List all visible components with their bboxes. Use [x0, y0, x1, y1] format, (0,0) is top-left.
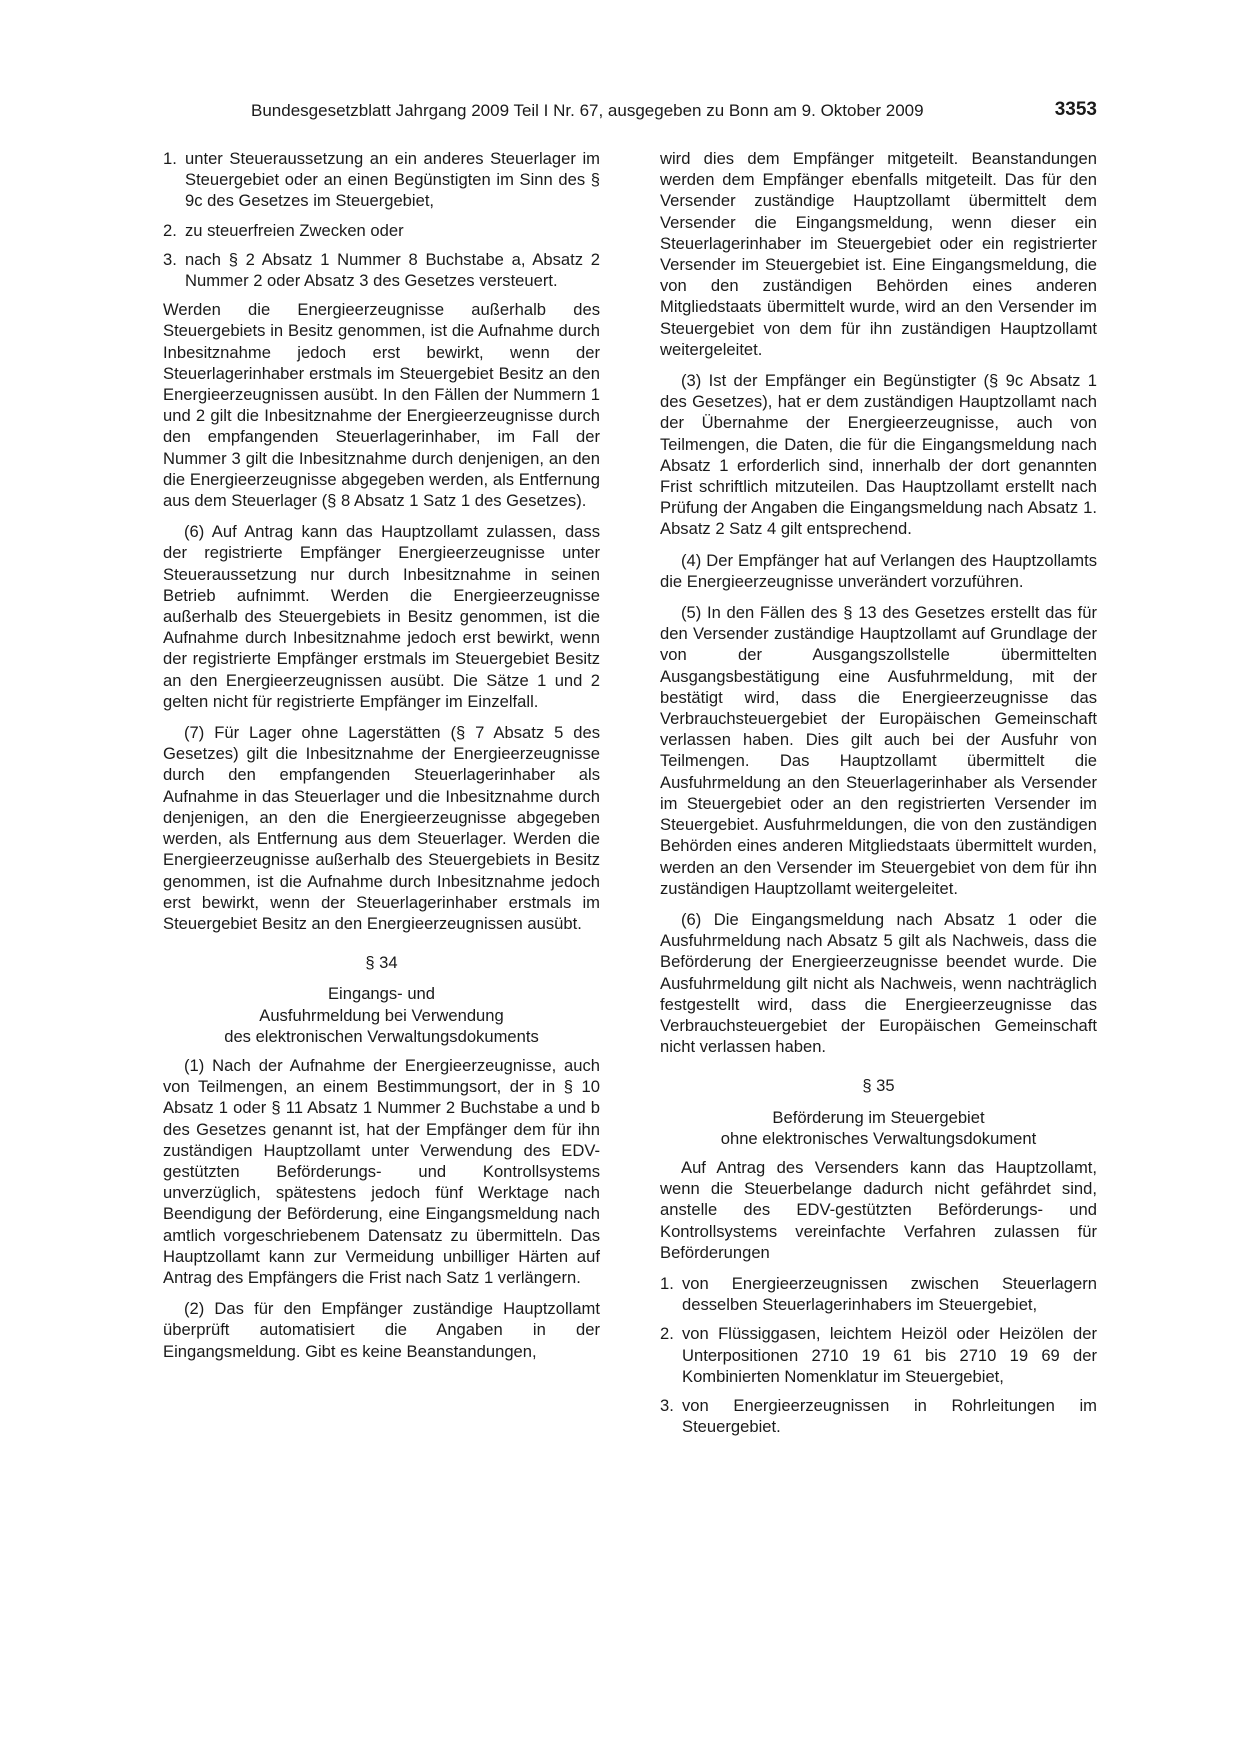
- paragraph: (7) Für Lager ohne Lagerstätten (§ 7 Absatz 5 des Gesetzes) gilt die Inbesitznahme der Energieerzeugnisse durch den empfangenden Steuerlagerinhaber als Aufnahme in das Steuerlager und die Inbesitznahme durch denjenigen, an den die Energieerzeugnisse abgegeben werden, als Entfernung aus dem Steuerlager. Werden die Energieerzeugnisse außerhalb des Steuergebiets in Besitz genommen, ist die Aufnahme durch Inbesitznahme jedoch erst bewirkt, wenn der Steuerlagerinhaber erstmals im Steuergebiet Besitz an den Energieerzeugnissen ausübt.: [163, 723, 600, 933]
- paragraph: Auf Antrag des Versenders kann das Hauptzollamt, wenn die Steuerbelange dadurch nicht gefährdet sind, anstelle des EDV-gestützten Beförderungs- und Kontrollsystems vereinfachte Verfahren zulassen für Beförderungen: [660, 1157, 1097, 1262]
- section-number: § 34: [365, 953, 398, 973]
- numbered-list: [660, 1273, 1097, 1437]
- paragraph: (5) In den Fällen des § 13 des Gesetzes erstellt das für den Versender zuständige Hauptzollamt auf Grundlage der von der Ausgangszollstelle übermittelten Ausgangsbestätigung eine Ausfuhrmeldung, mit der bestätigt wird, dass die Energieerzeugnisse das Verbrauchsteuergebiet der Europäischen Gemeinschaft verlassen haben. Dies gilt auch bei der Ausfuhr von Teilmengen. Das Hauptzollamt übermittelt die Ausfuhrmeldung an den Steuerlagerinhaber als Versender im Steuergebiet oder an den registrierten Versender im Steuergebiet. Ausfuhrmeldungen, die von den zuständigen Behörden eines anderen Mitgliedstaats übermittelt wurden, werden an den Versender im Steuergebiet von dem für ihn zuständigen Hauptzollamt weitergeleitet.: [660, 603, 1097, 898]
- list-item: 2. zu steuerfreien Zwecken oder: [163, 220, 404, 240]
- left-column: [163, 148, 600, 1372]
- section-heading: Eingangs- und Ausfuhrmeldung bei Verwendung des elektronischen Verwaltungsdokuments: [224, 984, 539, 1046]
- numbered-list: [163, 148, 600, 291]
- paragraph: wird dies dem Empfänger mitgeteilt. Beanstandungen werden dem Empfänger ebenfalls mitgeteilt. Das für den Versender zuständige Hauptzollamt übermittelt dem Versender die Eingangsmeldung, wenn dieser ein Steuerlagerinhaber im Steuergebiet oder ein registrierter Versender im Steuergebiet ist. Eine Eingangsmeldung, die von den zuständigen Behörden eines anderen Mitgliedstaats übermittelt wurde, wird an den Versender im Steuergebiet von dem für ihn zuständigen Hauptzollamt weitergeleitet.: [660, 149, 1097, 359]
- list-item: 3. nach § 2 Absatz 1 Nummer 8 Buchstabe a, Absatz 2 Nummer 2 oder Absatz 3 des Gesetzes versteuert.: [163, 249, 600, 291]
- paragraph: (6) Die Eingangsmeldung nach Absatz 1 oder die Ausfuhrmeldung nach Absatz 5 gilt als Nachweis, dass die Beförderung der Energieerzeugnisse beendet wurde. Die Ausfuhrmeldung gilt nicht als Nachweis, wenn nachträglich festgestellt wird, dass die Energieerzeugnisse das Verbrauchsteuergebiet der Europäischen Gemeinschaft nicht verlassen haben.: [660, 909, 1097, 1057]
- paragraph: (6) Auf Antrag kann das Hauptzollamt zulassen, dass der registrierte Empfänger Energieerzeugnisse unter Steueraussetzung nur durch Inbesitznahme in seinen Betrieb aufnimmt. Werden die Energieerzeugnisse außerhalb des Steuergebiets in Besitz genommen, ist die Aufnahme durch Inbesitznahme jedoch erst bewirkt, wenn der registrierte Empfänger erstmals im Steuergebiet Besitz an den Energieerzeugnissen ausübt. Die Sätze 1 und 2 gelten nicht für registrierte Empfänger im Einzelfall.: [163, 522, 600, 711]
- list-item: 1. von Energieerzeugnissen zwischen Steuerlagern desselben Steuerlagerinhabers im Steuergebiet,: [660, 1273, 1097, 1315]
- page-number: 3353: [1054, 99, 1097, 120]
- paragraph: (2) Das für den Empfänger zuständige Hauptzollamt überprüft automatisiert die Angaben in der Eingangsmeldung. Gibt es keine Beanstandungen,: [163, 1299, 600, 1361]
- paragraph: Werden die Energieerzeugnisse außerhalb des Steuergebiets in Besitz genommen, ist die Aufnahme durch Inbesitznahme jedoch erst bewirkt, wenn der Steuerlagerinhaber erstmals im Steuergebiet Besitz an den Energieerzeugnissen ausübt. In den Fällen der Nummern 1 und 2 gilt die Inbesitznahme der Energieerzeugnisse durch den empfangenden Steuerlagerinhaber, im Fall der Nummer 3 gilt die Inbesitznahme durch denjenigen, an den die Energieerzeugnisse abgegeben werden, als Entfernung aus dem Steuerlager (§ 8 Absatz 1 Satz 1 des Gesetzes).: [163, 300, 600, 511]
- page-header: [163, 101, 1097, 127]
- section-heading: Beförderung im Steuergebiet ohne elektronisches Verwaltungsdokument: [720, 1107, 1037, 1148]
- list-item: 1. unter Steueraussetzung an ein anderes Steuerlager im Steuergebiet oder an einen Begünstigten im Sinn des § 9c des Gesetzes im Steuergebiet,: [163, 149, 600, 211]
- right-column: [660, 148, 1097, 1445]
- paragraph: (1) Nach der Aufnahme der Energieerzeugnisse, auch von Teilmengen, an einem Bestimmungsort, der in § 10 Absatz 1 oder § 11 Absatz 1 Nummer 2 Buchstabe a und b des Gesetzes genannt ist, hat der Empfänger dem für ihn zuständigen Hauptzollamt unter Verwendung des EDV-gestützten Beförderungs- und Kontrollsystems unverzüglich, spätestens jedoch fünf Werktage nach Beendigung der Beförderung, eine Eingangsmeldung nach amtlich vorgeschriebenem Datensatz zu übermitteln. Das Hauptzollamt kann zur Vermeidung unbilliger Härten auf Antrag des Empfängers die Frist nach Satz 1 verlängern.: [163, 1055, 600, 1287]
- list-item: 2. von Flüssiggasen, leichtem Heizöl oder Heizölen der Unterpositionen 2710 19 61 bis 2710 19 69 der Kombinierten Nomenklatur im Steuergebiet,: [660, 1324, 1097, 1386]
- list-item: 3. von Energieerzeugnissen in Rohrleitungen im Steuergebiet.: [660, 1395, 1097, 1437]
- running-header: Bundesgesetzblatt Jahrgang 2009 Teil I Nr. 67, ausgegeben zu Bonn am 9. Oktober 2009: [251, 101, 924, 120]
- paragraph: (4) Der Empfänger hat auf Verlangen des Hauptzollamts die Energieerzeugnisse unverändert vorzuführen.: [660, 550, 1097, 591]
- paragraph: (3) Ist der Empfänger ein Begünstigter (§ 9c Absatz 1 des Gesetzes), hat er dem zuständigen Hauptzollamt nach der Übernahme der Energieerzeugnisse, auch von Teilmengen, die Daten, die für die Eingangsmeldung nach Absatz 1 erforderlich sind, innerhalb der dort genannten Frist schriftlich mitzuteilen. Das Hauptzollamt erstellt nach Prüfung der Angaben die Eingangsmeldung nach Absatz 1. Absatz 2 Satz 4 gilt entsprechend.: [660, 371, 1097, 539]
- section-number: § 35: [862, 1076, 895, 1096]
